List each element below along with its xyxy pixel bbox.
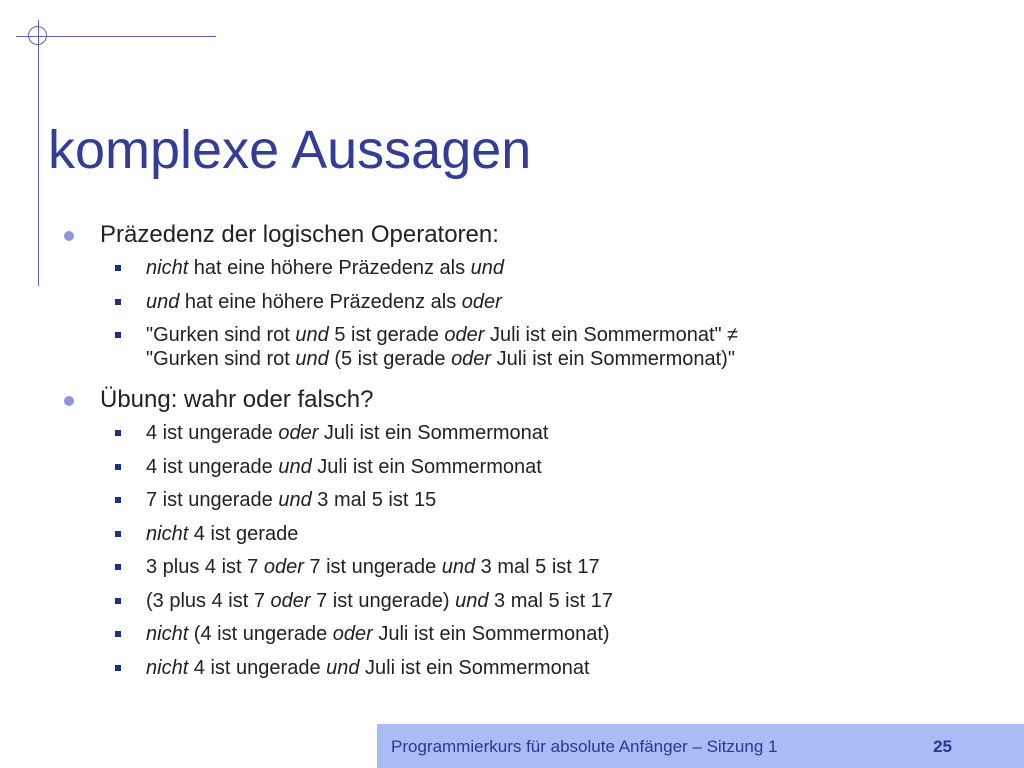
operator-keyword: und	[441, 556, 476, 578]
sub-bullet-line	[146, 656, 1024, 680]
operator-keyword: nicht	[146, 522, 189, 545]
sub-bullet-item	[0, 421, 1024, 445]
square-bullet-icon	[115, 531, 121, 537]
text-segment: 7 ist ungerade	[146, 489, 279, 511]
operator-keyword: und	[326, 656, 360, 679]
sub-bullet-line	[146, 622, 1024, 646]
sub-bullet-line	[146, 421, 1024, 445]
text-segment: 7 ist ungerade)	[310, 589, 456, 612]
square-bullet-icon	[115, 631, 121, 637]
page-number: 25	[933, 737, 952, 756]
sub-bullet-item	[0, 522, 1024, 546]
sub-bullet-item	[0, 622, 1024, 646]
operator-keyword: und	[470, 257, 505, 279]
operator-keyword: nicht	[146, 257, 189, 279]
square-bullet-icon	[115, 665, 121, 671]
text-segment: 4 ist gerade	[188, 522, 299, 545]
text-segment: 5 ist gerade	[328, 324, 445, 346]
footer-bar	[377, 724, 1024, 768]
text-segment: Juli ist ein Sommermonat)	[372, 623, 610, 645]
slide-title: komplexe Aussagen	[48, 120, 532, 180]
sub-bullet-line	[146, 522, 1024, 546]
text-segment: (3 plus 4 ist 7	[146, 589, 271, 612]
operator-keyword: oder	[332, 623, 373, 645]
text-segment: (4 ist ungerade	[188, 623, 333, 645]
sub-bullet-item	[0, 656, 1024, 680]
operator-keyword: und	[295, 324, 329, 346]
text-segment: (5 ist gerade	[328, 348, 452, 370]
bullet-heading-text: Übung: wahr oder falsch?	[100, 386, 374, 413]
bullet-section	[0, 383, 1024, 680]
text-segment: 4 ist ungerade	[146, 455, 279, 478]
square-bullet-icon	[115, 564, 121, 570]
text-segment: "Gurken sind rot	[146, 348, 296, 370]
sub-bullet-item	[0, 488, 1024, 512]
bullet-section	[0, 218, 1024, 371]
round-bullet-icon	[64, 231, 74, 241]
operator-keyword: und	[278, 455, 312, 478]
text-segment: 7 ist ungerade	[303, 556, 442, 578]
square-bullet-icon	[115, 430, 121, 436]
operator-keyword: oder	[461, 290, 502, 313]
square-bullet-icon	[115, 265, 121, 271]
sub-bullet-item	[0, 555, 1024, 579]
operator-keyword: und	[278, 489, 312, 511]
text-segment: 3 mal 5 ist 17	[488, 589, 613, 612]
sub-bullet-line	[146, 555, 1024, 579]
sub-bullet-item	[0, 589, 1024, 613]
text-segment: "Gurken sind rot	[146, 324, 296, 346]
text-segment: 3 mal 5 ist 15	[311, 489, 437, 511]
operator-keyword: und	[455, 589, 489, 612]
round-bullet-icon	[64, 396, 74, 406]
operator-keyword: oder	[451, 348, 492, 370]
footer-text: Programmierkurs für absolute Anfänger – Sitzung 1	[391, 737, 778, 756]
sub-bullet-line	[146, 589, 1024, 613]
square-bullet-icon	[115, 598, 121, 604]
sub-bullet-item	[0, 290, 1024, 314]
operator-keyword: nicht	[146, 623, 189, 645]
square-bullet-icon	[115, 464, 121, 470]
text-segment: Juli ist ein Sommermonat	[311, 455, 542, 478]
operator-keyword: oder	[263, 556, 304, 578]
operator-keyword: oder	[444, 324, 485, 346]
slide-content	[0, 218, 1024, 692]
operator-keyword: und	[146, 290, 180, 313]
text-segment: 3 plus 4 ist 7	[146, 556, 264, 578]
square-bullet-icon	[115, 497, 121, 503]
operator-keyword: oder	[270, 589, 311, 612]
operator-keyword: oder	[278, 422, 319, 444]
text-segment: 4 ist ungerade	[188, 656, 327, 679]
operator-keyword: nicht	[146, 656, 189, 679]
sub-bullet-item	[0, 256, 1024, 280]
bullet-heading-text: Präzedenz der logischen Operatoren:	[100, 221, 499, 248]
sub-bullet-line	[146, 347, 1024, 371]
text-segment: Juli ist ein Sommermonat" ≠	[484, 324, 739, 346]
sub-bullet-item	[0, 323, 1024, 371]
sub-bullet-item	[0, 455, 1024, 479]
bullet-heading	[0, 218, 1024, 252]
text-segment: Juli ist ein Sommermonat	[359, 656, 590, 679]
square-bullet-icon	[115, 332, 121, 338]
sub-bullet-line	[146, 488, 1024, 512]
bullet-heading	[0, 383, 1024, 417]
text-segment: 4 ist ungerade	[146, 422, 279, 444]
square-bullet-icon	[115, 299, 121, 305]
decorative-circle	[28, 26, 47, 45]
operator-keyword: und	[295, 348, 329, 370]
sub-bullet-line	[146, 323, 1024, 347]
sub-bullet-line	[146, 290, 1024, 314]
text-segment: Juli ist ein Sommermonat)"	[491, 348, 735, 370]
sub-bullet-line	[146, 256, 1024, 280]
sub-bullet-line	[146, 455, 1024, 479]
text-segment: hat eine höhere Präzedenz als	[188, 257, 471, 279]
text-segment: 3 mal 5 ist 17	[475, 556, 600, 578]
text-segment: Juli ist ein Sommermonat	[318, 422, 549, 444]
text-segment: hat eine höhere Präzedenz als	[179, 290, 462, 313]
